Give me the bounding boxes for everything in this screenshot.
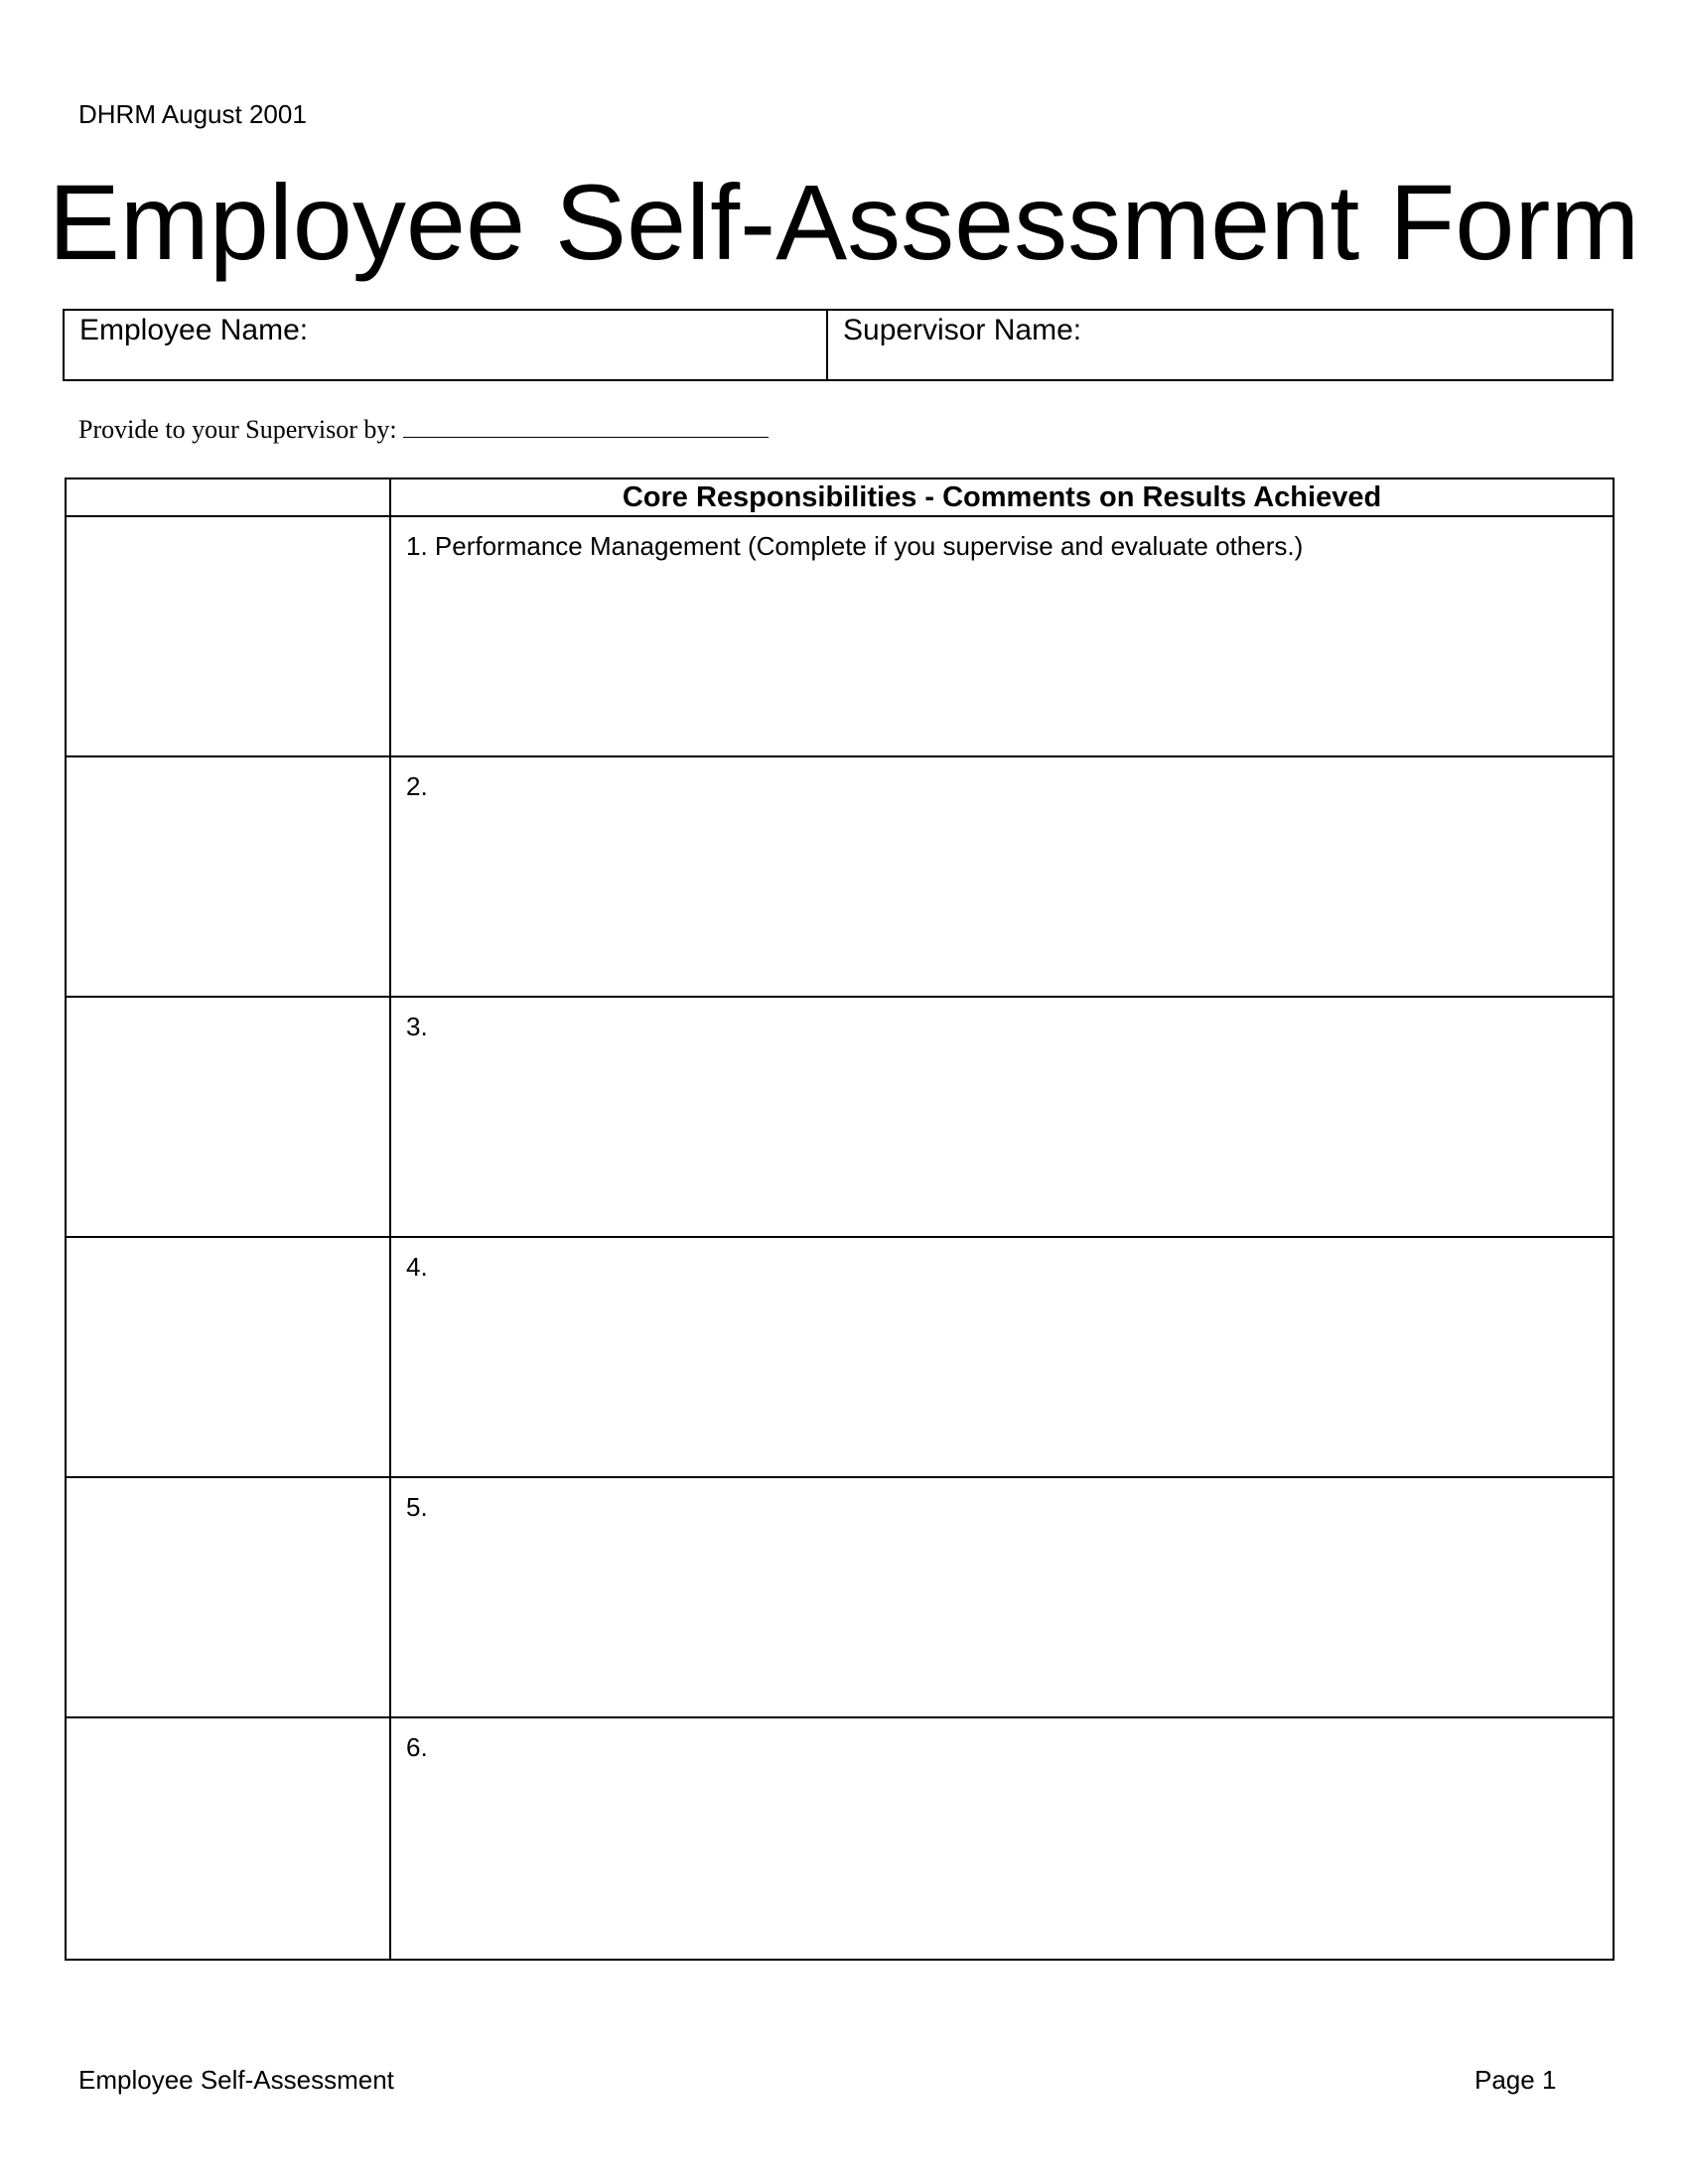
responsibility-1-left-cell[interactable] xyxy=(67,517,391,755)
responsibility-5-left-cell[interactable] xyxy=(67,1478,391,1716)
responsibility-2-comment-cell[interactable] xyxy=(391,757,1613,996)
provide-by-label: Provide to your Supervisor by: xyxy=(78,415,397,444)
responsibilities-header: Core Responsibilities - Comments on Results Achieved xyxy=(622,481,1382,513)
responsibility-5-label: 5. xyxy=(406,1492,428,1522)
responsibility-3-comment-cell[interactable] xyxy=(391,998,1613,1236)
employee-name-label: Employee Name: xyxy=(79,314,309,346)
responsibility-3-label: 3. xyxy=(406,1012,428,1041)
responsibility-4-label: 4. xyxy=(406,1252,428,1282)
responsibilities-header-left-cell xyxy=(67,479,391,515)
table-row xyxy=(67,1718,1613,1959)
responsibility-1-comment-cell[interactable] xyxy=(391,517,1613,755)
employee-name-field[interactable] xyxy=(65,311,828,379)
responsibilities-table xyxy=(65,478,1615,1961)
responsibility-1-label: 1. Performance Management (Complete if you supervise and evaluate others.) xyxy=(406,531,1304,561)
table-row xyxy=(67,1478,1613,1718)
responsibility-6-comment-cell[interactable] xyxy=(391,1718,1613,1959)
page-title: Employee Self-Assessment Form xyxy=(48,162,1640,282)
responsibility-4-comment-cell[interactable] xyxy=(391,1238,1613,1476)
provide-by-date-blank[interactable] xyxy=(403,415,769,438)
table-row xyxy=(67,757,1613,998)
supervisor-name-field[interactable] xyxy=(828,311,1612,379)
footer-page-number: Page 1 xyxy=(1475,2065,1557,2095)
responsibility-5-comment-cell[interactable] xyxy=(391,1478,1613,1716)
table-row xyxy=(67,998,1613,1238)
responsibility-6-label: 6. xyxy=(406,1732,428,1762)
responsibility-2-left-cell[interactable] xyxy=(67,757,391,996)
responsibility-2-label: 2. xyxy=(406,771,428,801)
responsibilities-header-row xyxy=(67,479,1613,517)
responsibility-6-left-cell[interactable] xyxy=(67,1718,391,1959)
supervisor-name-label: Supervisor Name: xyxy=(843,314,1082,346)
footer-document-name: Employee Self-Assessment xyxy=(78,2065,394,2095)
responsibility-3-left-cell[interactable] xyxy=(67,998,391,1236)
names-table xyxy=(63,309,1614,381)
responsibility-4-left-cell[interactable] xyxy=(67,1238,391,1476)
table-row xyxy=(67,1238,1613,1478)
table-row xyxy=(67,517,1613,757)
form-revision-note: DHRM August 2001 xyxy=(78,99,307,129)
provide-by-line xyxy=(78,415,769,445)
